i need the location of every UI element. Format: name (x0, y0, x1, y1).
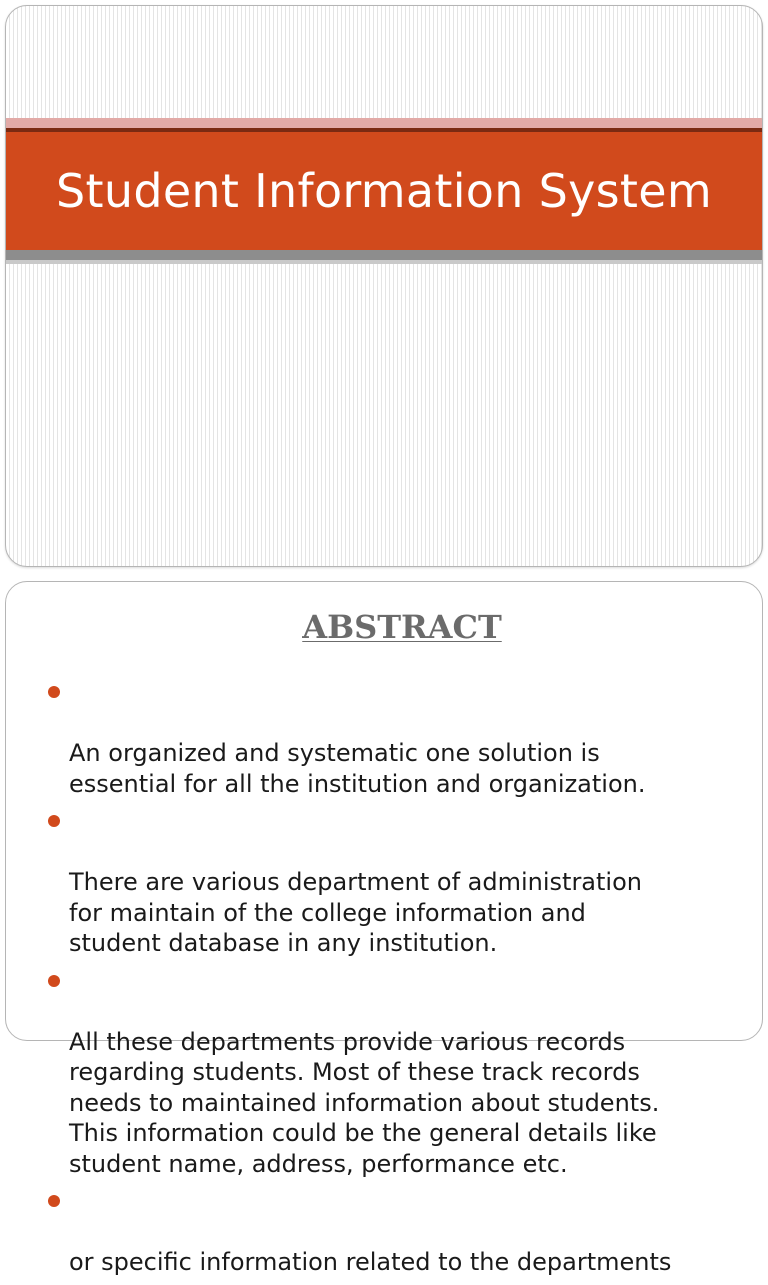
list-item (6, 806, 762, 959)
bullet-dot-icon (48, 686, 60, 698)
bullet-text: An organized and systematic one solution is essential for all the institution and organization. (69, 739, 646, 798)
title-band-top-stripe (6, 118, 762, 128)
bullet-text: All these departments provide various records regarding students. Most of these track records needs to maintained information about students. This information could be the general details like student name, address, performance etc. (69, 1027, 660, 1178)
bullet-dot-icon (48, 975, 60, 987)
title-band (6, 132, 762, 250)
abstract-heading: ABSTRACT (302, 608, 502, 646)
abstract-slide (5, 581, 763, 1276)
list-item (6, 966, 762, 1180)
title-band-light-shadow-stripe (6, 260, 762, 264)
slide-title: Student Information System (56, 164, 712, 218)
list-item (6, 1186, 762, 1278)
abstract-bullet-list (6, 677, 762, 1285)
bullet-dot-icon (48, 1195, 60, 1207)
bullet-text: There are various department of administration for maintain of the college information and student database in any institution. (69, 868, 642, 957)
bullet-text: or specific information related to the departments (69, 1248, 672, 1276)
list-item (6, 677, 762, 799)
title-slide (5, 5, 763, 567)
title-band-shadow-stripe (6, 250, 762, 260)
bullet-dot-icon (48, 815, 60, 827)
